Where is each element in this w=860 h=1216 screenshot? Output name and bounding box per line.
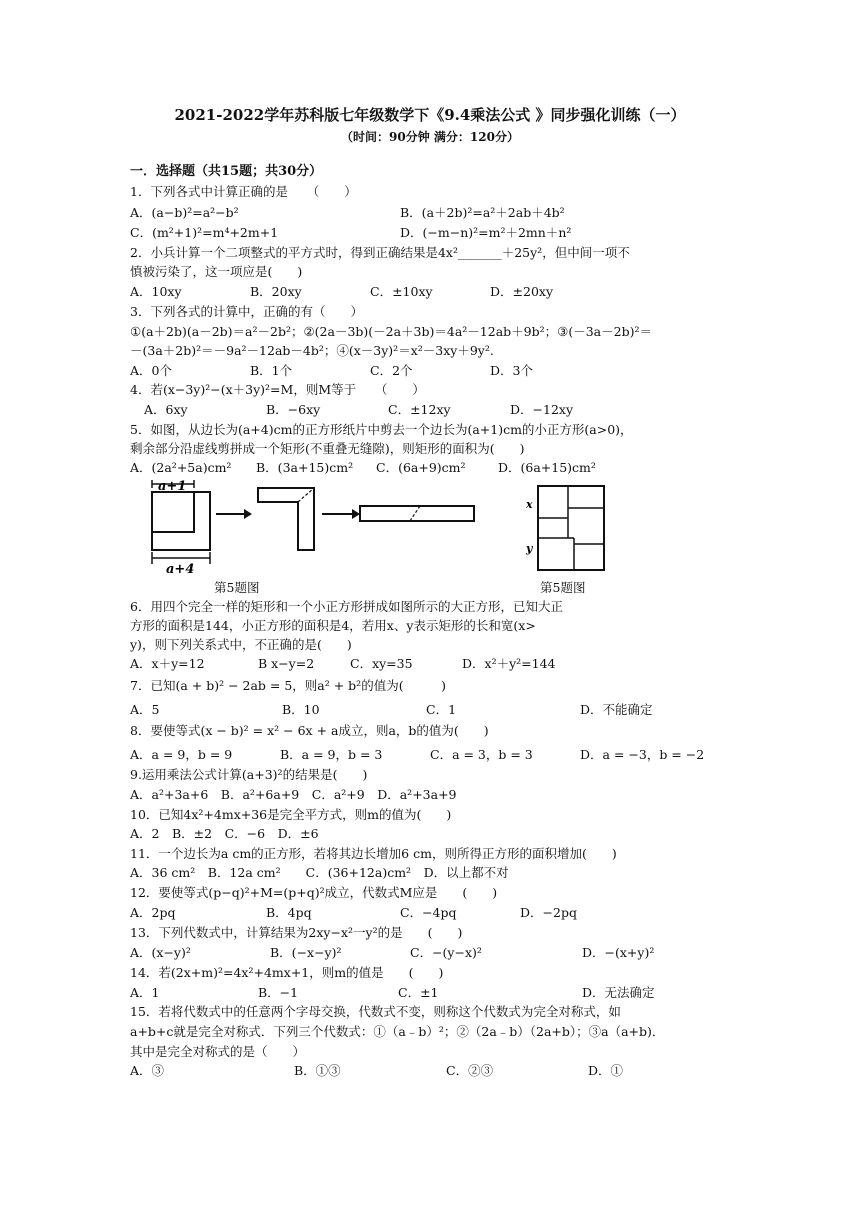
option: C．±12xy xyxy=(388,402,451,417)
option: A．(x−y)² xyxy=(130,945,191,960)
option: C．1 xyxy=(426,702,457,717)
figure-long-rectangle xyxy=(360,506,474,521)
q1-option-d: D．(−m−n)²=m²＋2mn＋n² xyxy=(400,225,572,240)
q3-options xyxy=(130,363,533,379)
option: B．(3a+15)cm² xyxy=(256,460,354,475)
option: C．a = 3，b = 3 xyxy=(430,747,533,762)
fig-label-x: x xyxy=(526,498,533,511)
option: B．①③ xyxy=(294,1063,341,1078)
option: A．1 xyxy=(130,985,160,1000)
option: B．(−x−y)² xyxy=(270,945,342,960)
option: C．±1 xyxy=(398,985,439,1000)
question-3: 3．下列各式的计算中，正确的有（ ） xyxy=(130,304,363,319)
q12-options xyxy=(130,905,577,921)
option: D．不能确定 xyxy=(580,702,653,717)
question-1: 1．下列各式中计算正确的是 （ ） xyxy=(130,184,357,199)
option: D．无法确定 xyxy=(582,985,655,1000)
q8-options xyxy=(130,747,704,763)
option: C．−4pq xyxy=(400,905,457,920)
q4-options xyxy=(144,402,573,418)
figure-square-cut xyxy=(152,479,210,577)
option: D．(6a+15)cm² xyxy=(498,460,596,475)
option: D．−(x+y)² xyxy=(582,945,655,960)
option: D．3个 xyxy=(490,363,533,378)
arrow-icon xyxy=(322,509,360,519)
q1-option-b: B．(a＋2b)²=a²＋2ab＋4b² xyxy=(400,205,565,220)
figure-caption-left: 第5题图 xyxy=(214,580,260,595)
q5-figure-strip xyxy=(140,478,610,578)
fig-label-y: y xyxy=(526,542,533,555)
option: A．(2a²+5a)cm² xyxy=(130,460,232,475)
option: C．2个 xyxy=(370,363,413,378)
figure-l-shape xyxy=(258,488,314,550)
question-14: 14．若(2x+m)²=4x²+4mx+1，则m的值是 ( ) xyxy=(130,965,444,980)
option: C．±10xy xyxy=(370,284,433,299)
option: A．10xy xyxy=(130,284,182,299)
question-8: 8．要使等式(x − b)² = x² − 6x + a成立，则a，b的值为( ) xyxy=(130,723,489,738)
q2-options xyxy=(130,284,553,300)
arrow-icon xyxy=(216,509,252,519)
option: A．x＋y=12 xyxy=(130,656,205,671)
option: A．③ xyxy=(130,1063,165,1078)
figure-four-rectangles xyxy=(525,486,604,570)
question-7: 7．已知(a + b)² − 2ab = 5，则a² + b²的值为( ) xyxy=(130,678,446,693)
option: B x−y=2 xyxy=(258,656,315,671)
question-4: 4．若(x−3y)²−(x＋3y)²=M，则M等于 （ ） xyxy=(130,382,425,397)
fig-label-a-plus-4: a+4 xyxy=(166,562,195,577)
q10-options: A．2 B．±2 C．−6 D．±6 xyxy=(130,826,319,841)
option: A．a = 9，b = 9 xyxy=(130,747,233,762)
option: B．20xy xyxy=(250,284,302,299)
question-6-line2: 方形的面积是144，小正方形的面积是4，若用x、y表示矩形的长和宽(x> xyxy=(130,618,536,633)
option: A．2pq xyxy=(130,905,176,920)
option: B．1个 xyxy=(250,363,293,378)
q1-option-a: A．(a−b)²=a²−b² xyxy=(130,205,239,220)
option: B．−1 xyxy=(258,985,299,1000)
option: D．x²＋y²=144 xyxy=(462,656,556,671)
question-15: 15．若将代数式中的任意两个字母交换，代数式不变，则称这个代数式为完全对称式，如 xyxy=(130,1004,621,1019)
page-title: 2021-2022学年苏科版七年级数学下《9.4乘法公式 》同步强化训练（一） xyxy=(174,106,686,124)
question-15-line3: 其中是完全对称式的是（ ） xyxy=(130,1044,306,1059)
question-3-line2: ①(a＋2b)(a－2b)＝a²－2b²；②(2a－3b)(－2a＋3b)＝4a²－12ab＋9b²；③(－3a－2b)²＝ xyxy=(130,324,652,339)
q1-option-c: C．(m²+1)²=m⁴+2m+1 xyxy=(130,225,279,240)
q15-options xyxy=(130,1063,623,1079)
option: A．5 xyxy=(130,702,160,717)
option: A．0个 xyxy=(130,363,172,378)
option: D．±20xy xyxy=(490,284,554,299)
question-15-line2: a+b+c就是完全对称式．下列三个代数式：①（a﹣b）²；②（2a﹣b）（2a+b）；③a（a+b)． xyxy=(130,1024,665,1039)
page-subtitle: （时间：90分钟 满分：120分） xyxy=(341,130,519,144)
question-2-cont: 慎被污染了，这一项应是( ) xyxy=(130,264,303,279)
question-11: 11．一个边长为a cm的正方形，若将其边长增加6 cm，则所得正方形的面积增加( ) xyxy=(130,846,617,861)
question-3-line3: －(3a＋2b)²＝－9a²－12ab－4b²；④(x－3y)²＝x²－3xy＋9y². xyxy=(130,343,494,358)
option: D．−12xy xyxy=(510,402,574,417)
question-13: 13．下列代数式中，计算结果为2xy−x²一y²的是 ( ) xyxy=(130,925,463,940)
option: C．−(y−x)² xyxy=(410,945,482,960)
option: D．a = −3，b = −2 xyxy=(580,747,705,762)
q9-options: A．a²+3a+6 B．a²+6a+9 C．a²+9 D．a²+3a+9 xyxy=(130,787,457,802)
question-6: 6．用四个完全一样的矩形和一个小正方形拼成如图所示的大正方形，已知大正 xyxy=(130,599,563,614)
question-9: 9.运用乘法公式计算(a+3)²的结果是( ) xyxy=(130,767,368,782)
q7-options xyxy=(130,702,653,718)
fig-label-a-plus-1: a+1 xyxy=(158,479,187,494)
question-5: 5．如图，从边长为(a+4)cm的正方形纸片中剪去一个边长为(a+1)cm的小正方形(a>0)， xyxy=(130,422,633,437)
question-5-cont: 剩余部分沿虚线剪拼成一个矩形(不重叠无缝隙)，则矩形的面积为( ) xyxy=(130,441,525,456)
q5-options xyxy=(130,460,596,476)
option: C．②③ xyxy=(446,1063,494,1078)
q14-options xyxy=(130,985,655,1001)
q6-options xyxy=(130,656,556,672)
option: C．(6a+9)cm² xyxy=(376,460,466,475)
question-10: 10．已知4x²+4mx+36是完全平方式，则m的值为( ) xyxy=(130,807,452,822)
question-12: 12．要使等式(p−q)²+M=(p+q)²成立，代数式M应是 ( ) xyxy=(130,885,498,900)
question-6-line3: y)，则下列关系式中，不正确的是( ) xyxy=(130,637,352,652)
option: B．a = 9，b = 3 xyxy=(280,747,383,762)
section-heading: 一．选择题（共15题；共30分） xyxy=(130,164,323,179)
question-2: 2．小兵计算一个二项整式的平方式时，得到正确结果是4x²_______＋25y²，但中间一项不 xyxy=(130,245,630,260)
option: B．4pq xyxy=(266,905,312,920)
option: A．6xy xyxy=(144,402,188,417)
q13-options xyxy=(130,945,654,961)
option: B．−6xy xyxy=(266,402,321,417)
option: D．−2pq xyxy=(520,905,577,920)
option: C．xy=35 xyxy=(350,656,413,671)
figure-caption-right: 第5题图 xyxy=(540,580,586,595)
q11-options: A．36 cm² B．12a cm² C．(36+12a)cm² D．以上都不对 xyxy=(130,865,509,880)
option: B．10 xyxy=(282,702,320,717)
option: D．① xyxy=(588,1063,624,1078)
